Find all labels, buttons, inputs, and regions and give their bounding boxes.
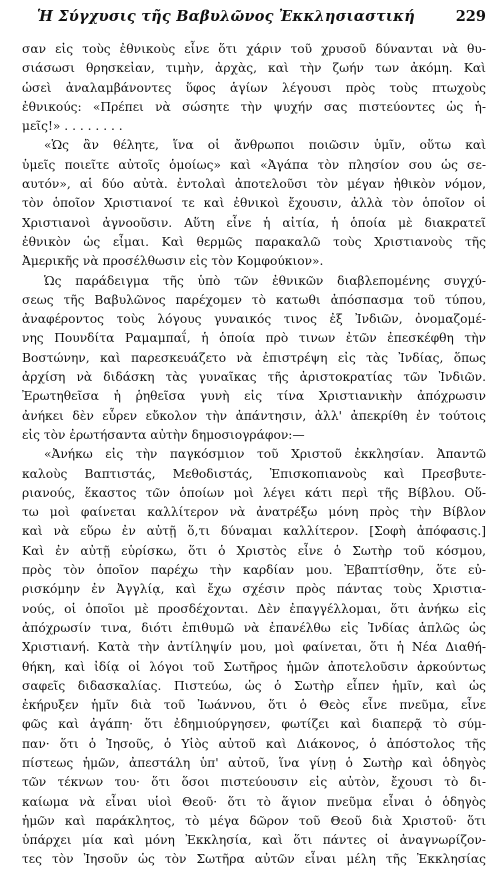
text-line: αυτόν», αἱ δύο αὐτὰ. ἐντολαὶ ἀποτελοῦσι τὸν μέγαν ἠθικὸν νόμον, (22, 177, 486, 192)
text-line: τω μοὶ φαίνεται καλλίτερον νὰ ἀνατρέξω μόνη πρὸς τὴν Βίβλον (22, 505, 486, 520)
text-line: σεως τῆς Βαβυλῶνος παρέχομεν τὸ κατωθι ἀπόσπασμα τοῦ τύπου, (22, 292, 486, 307)
text-line: καὶ νὰ εὕρω ἐν αὐτῇ ὅ,τι δύναμαι καλλίτερον. [Σοφὴ ἀπόφασις.] (22, 524, 486, 539)
text-line: ριανούς, ἕκαστος τῶν ὁποίων μοὶ λέγει κάτι περὶ τῆς Βίβλου. Οὕ- (22, 485, 486, 500)
text-line: τες τὸν Ἰησοῦν ὡς τὸν Σωτῆρα αὐτῶν εἶναι μέλη τῆς Ἐκκλησίας (22, 852, 486, 867)
running-header (26, 8, 486, 30)
text-line: τῶν τέκνων του· ὅτι ὅσοι πιστεύουσιν εἰς αὐτὸν, ἔχουσι τὸ δι- (22, 775, 486, 790)
text-line: τὸν ὁποῖον Χριστιανοί τε καὶ ἐθνικοὶ ἔχουσιν, ἀλλὰ τὸν ὁποῖον οἱ (22, 196, 486, 211)
text-line: ὑμεῖς ποιεῖτε αὐτοῖς ὁμοίως» καὶ «Ἀγάπα τὸν πλησίον σου ὡς σε- (22, 157, 486, 172)
text-line: «Ὡς ἂν θέλητε, ἵνα οἱ ἄνθρωποι ποιῶσιν ὑμῖν, οὕτω καὶ (44, 138, 486, 153)
text-line: Ἀμερικῆς νὰ προσέλθωσιν εἰς τὸν Κομφούκιον». (22, 254, 324, 269)
text-line: πρὸς τὸν ὁποῖον παρέχω τὴν καρδίαν μου. Ἐβαπτίσθην, ὅτε εὐ- (22, 563, 486, 578)
text-line: νούς, οἱ ὁποῖοι μὲ προσδέχονται. Δὲν ἐπαγγέλλομαι, ὅτι ἀνήκω εἰς (22, 601, 486, 616)
text-line: Χριστιανή. Κατὰ τὴν ἀντίληψίν μου, μοὶ φαίνεται, ὅτι ἡ Νέα Διαθή- (22, 640, 486, 655)
text-line: φῶς καὶ ἀγάπη· ὅτι ἐδημιούργησεν, φωτίζει καὶ διαπερᾷ τὸ σύμ- (22, 717, 486, 732)
text-line: ὡσεὶ ἀναλαμβάνοντες ὕφος ἁγίων λέγουσι πρὸς τοὺς πτωχοὺς (22, 80, 486, 95)
text-line: ἐκήρυξεν ἡμῖν διὰ τοῦ Ἰωάννου, ὅτι ὁ Θεὸς εἶνε πνεῦμα, εἶνε (22, 698, 486, 713)
text-line: ρισκόμην ἐν Ἀγγλίᾳ, καὶ ἔχω σχέσιν πρὸς πάντας τοὺς Χριστια- (22, 582, 486, 597)
text-line: παν· ὅτι ὁ Ἰησοῦς, ὁ Υἱὸς αὐτοῦ καὶ Διάκονος, ὁ ἀπόστολος τῆς (22, 736, 486, 751)
text-line: νης Πουνδίτα Ραμαμπαΐ, ἡ ὁποία πρὸ τινων ἐτῶν ἐπεσκέφθη τὴν (22, 331, 486, 346)
text-line: μεῖς!» . . . . . . . . (22, 119, 123, 134)
text-line: ἡμῶν καὶ παράκλητος, τὸ μέγα δῶρον τοῦ Θεοῦ διὰ Χριστοῦ· ὅτι (22, 813, 486, 828)
text-line: εἰς τὸν ἐρωτήσαντα αὐτὴν δημοσιογράφον:— (22, 427, 305, 442)
text-line: θήκη, καὶ ἰδίᾳ οἱ λόγοι τοῦ Σωτῆρος ἡμῶν ἀποτελοῦσιν ἀρκούντως (22, 659, 486, 674)
text-line: καίωμα νὰ εἶναι υἱοὶ Θεοῦ· ὅτι τὸ ἅγιον πνεῦμα εἶναι ὁ ὁδηγὸς (22, 794, 486, 809)
text-line: Καὶ ἐν αὐτῇ εὑρίσκω, ὅτι ὁ Χριστὸς εἶνε ὁ Σωτὴρ τοῦ κόσμου, (22, 543, 486, 558)
text-line: ὑπάρχει μία καὶ μόνη Ἐκκλησία, καὶ ὅτι πάντες οἱ ἀναγνωρίζον- (22, 833, 486, 848)
text-line: σαφεῖς διδασκαλίας. Πιστεύω, ὡς ὁ Σωτὴρ εἶπεν ἡμῖν, καὶ ὡς (22, 678, 486, 693)
text-line: ἀνήκει δὲν εὗρεν εὔκολον τὴν ἀπάντησιν, ἀλλ' ἀπεκρίθη ἐν τούτοις (22, 408, 486, 423)
running-header-title: Ἡ Σύγχυσις τῆς Βαβυλῶνος Ἐκκλησιαστική (37, 8, 415, 25)
text-line: Βοστώνην, καὶ παρεσκευάζετο νὰ ἐπιστρέψη εἰς τὰς Ἰνδίας, ὅπως (22, 350, 486, 365)
text-line: ἐθνικὸν ὡς εἶμαι. Καὶ θερμῶς παρακαλῶ τοὺς Χριστιανοὺς τῆς (22, 234, 486, 249)
text-line: ἀναφέροντος τοὺς λόγους γυναικός τινος ἐξ Ἰνδιῶν, ὀνομαζομέ- (22, 312, 486, 327)
text-line: καλοὺς Βαπτιστάς, Μεθοδιστάς, Ἐπισκοπιανοὺς καὶ Πρεσβυτε- (22, 466, 486, 481)
page-number: 229 (455, 8, 486, 25)
text-line: Χριστιανοὶ ἀγνοοῦσιν. Αὕτη εἶνε ἡ αἰτία, ἡ ὁποία μὲ διακρατεῖ (22, 215, 486, 230)
text-line: πίστεως ἡμῶν, ἀπεστάλη ὑπ' αὐτοῦ, ἵνα γίνῃ ὁ Σωτὴρ καὶ ὁδηγὸς (22, 755, 486, 770)
body-text (22, 40, 486, 870)
text-line: ἀρχίση νὰ διδάσκη τὰς γυναῖκας τῆς ἀριστοκρατίας τῶν Ἰνδιῶν. (22, 370, 486, 385)
text-line: Ἐρωτηθεῖσα ἡ ῥηθεῖσα γυνὴ εἰς τίνα Χριστιανικὴν ἀπόχρωσιν (22, 389, 486, 404)
text-line: σιάσωσι θρησκεἰαν, τιμὴν, ἀρχὰς, καὶ τὴν ζωήν των ἀκόμη. Καὶ (22, 61, 486, 76)
text-line: ἐθνικούς: «Πρέπει νὰ σώσητε τὴν ψυχήν σας πιστεύοντες ὡς ἡ- (22, 99, 486, 114)
text-line: σαν εἰς τοὺς ἐθνικοὺς εἶνε ὅτι χάριν τοῦ χρυσοῦ δύνανται νὰ θυ- (22, 42, 486, 56)
text-line: Ὡς παράδειγμα τῆς ὑπὸ τῶν ἐθνικῶν διαβλεπομένης συγχύ- (44, 273, 486, 288)
text-line: «Ἀνήκω εἰς τὴν παγκόσμιον τοῦ Χριστοῦ ἐκκλησίαν. Ἀπαντῶ (44, 447, 486, 462)
text-line: ἀπόχρωσίν τινα, διότι ἐπιθυμῶ νὰ ἐπανέλθω εἰς Ἰνδίας ἁπλῶς ὡς (22, 620, 486, 635)
